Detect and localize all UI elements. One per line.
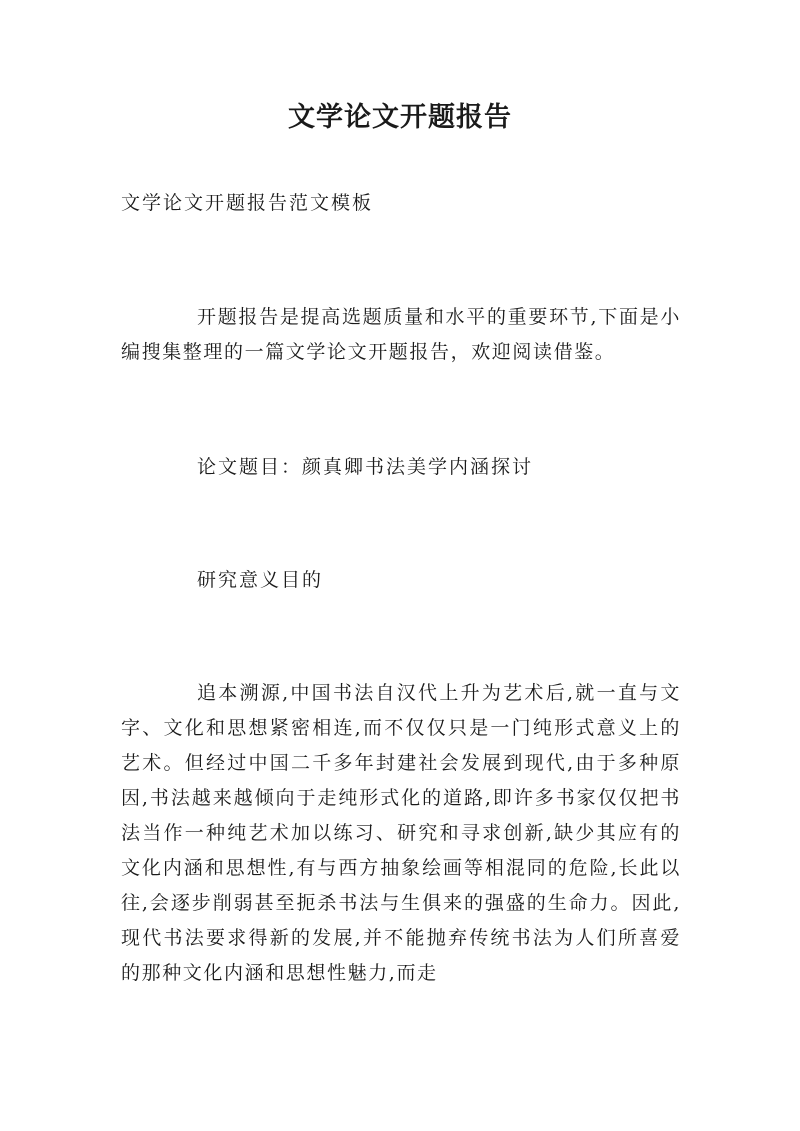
topic-line: 论文题目：颜真卿书法美学内涵探讨 — [197, 456, 534, 478]
body-paragraph: 追本溯源,中国书法自汉代上升为艺术后,就一直与文字、文化和思想紧密相连,而不仅仅只是一门纯形式意义上的艺术。但经过中国二千多年封建社会发展到现代,由于多种原因,书法越来越倾向于走纯形式化的道路,即许多书家仅仅把书法当作一种纯艺术加以练习、研究和寻求创新,缺少其应有的文化内涵和思想性,有与西方抽象绘画等相混同的危险,长此以往,会逐步削弱甚至扼杀书法与生俱来的强盛的生命力。因此,现代书法要求得新的发展,并不能抛弃传统书法为人们所喜爱的那种文化内涵和思想性魅力,而走 — [121, 682, 681, 984]
intro-paragraph: 开题报告是提高选题质量和水平的重要环节,下面是小编搜集整理的一篇文学论文开题报告，欢迎阅读借鉴。 — [121, 306, 681, 363]
document-subtitle: 文学论文开题报告范文模板 — [121, 192, 374, 214]
section-heading: 研究意义目的 — [197, 569, 324, 591]
document-title: 文学论文开题报告 — [288, 102, 512, 133]
